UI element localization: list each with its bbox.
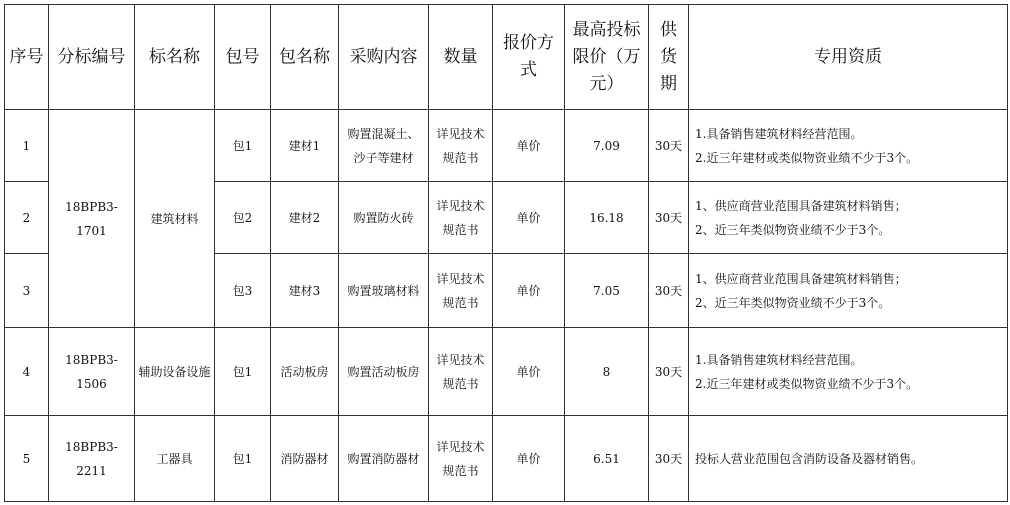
- cell-quote-method: 单价: [493, 110, 565, 182]
- cell-content: 购置消防器材: [339, 416, 429, 502]
- qualification-line: 2、近三年类似物资业绩不少于3个。: [695, 222, 891, 237]
- qualification-line: 2.近三年建材或类似物资业绩不少于3个。: [695, 376, 919, 391]
- header-package-name: 包名称: [271, 5, 339, 110]
- cell-lot-code: 18BPB3-2211: [49, 416, 135, 502]
- cell-quote-method: 单价: [493, 182, 565, 254]
- qualification-line: 1.具备销售建筑材料经营范围。: [695, 126, 863, 141]
- procurement-table: [4, 4, 1008, 502]
- cell-quantity: 详见技术规范书: [429, 254, 493, 328]
- cell-lot-name: 工器具: [135, 416, 215, 502]
- cell-seq: 1: [5, 110, 49, 182]
- cell-qualification: [689, 328, 1008, 416]
- cell-package-no: 包1: [215, 110, 271, 182]
- cell-quantity: 详见技术规范书: [429, 182, 493, 254]
- header-price-limit: 最高投标限价（万元）: [565, 5, 649, 110]
- cell-delivery: 30天: [649, 328, 689, 416]
- qualification-line: 投标人营业范围包含消防设备及器材销售。: [695, 451, 924, 466]
- cell-seq: 3: [5, 254, 49, 328]
- cell-package-name: 建材1: [271, 110, 339, 182]
- cell-quantity: 详见技术规范书: [429, 328, 493, 416]
- cell-quote-method: 单价: [493, 254, 565, 328]
- cell-price-limit: 7.09: [565, 110, 649, 182]
- cell-price-limit: 16.18: [565, 182, 649, 254]
- cell-qualification: [689, 254, 1008, 328]
- cell-package-no: 包3: [215, 254, 271, 328]
- header-quote-method: 报价方式: [493, 5, 565, 110]
- cell-content: 购置混凝土、沙子等建材: [339, 110, 429, 182]
- cell-quantity: 详见技术规范书: [429, 110, 493, 182]
- cell-lot-code: 18BPB3-1701: [49, 110, 135, 328]
- header-quantity: 数量: [429, 5, 493, 110]
- cell-qualification: [689, 110, 1008, 182]
- cell-qualification: [689, 416, 1008, 502]
- qualification-line: 1、供应商营业范围具备建筑材料销售；: [695, 198, 907, 213]
- header-seq: 序号: [5, 5, 49, 110]
- table-row: [5, 416, 1008, 502]
- cell-delivery: 30天: [649, 416, 689, 502]
- header-delivery: 供货期: [649, 5, 689, 110]
- cell-qualification: [689, 182, 1008, 254]
- header-lot-name: 标名称: [135, 5, 215, 110]
- cell-package-name: 消防器材: [271, 416, 339, 502]
- qualification-line: 2、近三年类似物资业绩不少于3个。: [695, 295, 891, 310]
- cell-package-no: 包1: [215, 328, 271, 416]
- cell-price-limit: 7.05: [565, 254, 649, 328]
- header-package-no: 包号: [215, 5, 271, 110]
- cell-delivery: 30天: [649, 254, 689, 328]
- qualification-line: 1、供应商营业范围具备建筑材料销售；: [695, 271, 907, 286]
- cell-lot-code: 18BPB3-1506: [49, 328, 135, 416]
- cell-delivery: 30天: [649, 182, 689, 254]
- cell-content: 购置玻璃材料: [339, 254, 429, 328]
- cell-quote-method: 单价: [493, 328, 565, 416]
- header-qualification: 专用资质: [689, 5, 1008, 110]
- cell-quote-method: 单价: [493, 416, 565, 502]
- cell-lot-name: 建筑材料: [135, 110, 215, 328]
- header-lot-code: 分标编号: [49, 5, 135, 110]
- cell-package-name: 活动板房: [271, 328, 339, 416]
- cell-seq: 4: [5, 328, 49, 416]
- table-row: [5, 110, 1008, 182]
- cell-content: 购置活动板房: [339, 328, 429, 416]
- cell-package-no: 包1: [215, 416, 271, 502]
- cell-price-limit: 6.51: [565, 416, 649, 502]
- cell-delivery: 30天: [649, 110, 689, 182]
- cell-price-limit: 8: [565, 328, 649, 416]
- cell-seq: 2: [5, 182, 49, 254]
- qualification-line: 1.具备销售建筑材料经营范围。: [695, 352, 863, 367]
- cell-content: 购置防火砖: [339, 182, 429, 254]
- cell-package-name: 建材3: [271, 254, 339, 328]
- table-row: [5, 328, 1008, 416]
- cell-package-no: 包2: [215, 182, 271, 254]
- header-content: 采购内容: [339, 5, 429, 110]
- cell-package-name: 建材2: [271, 182, 339, 254]
- qualification-line: 2.近三年建材或类似物资业绩不少于3个。: [695, 150, 919, 165]
- cell-quantity: 详见技术规范书: [429, 416, 493, 502]
- cell-lot-name: 辅助设备设施: [135, 328, 215, 416]
- header-row: [5, 5, 1008, 110]
- cell-seq: 5: [5, 416, 49, 502]
